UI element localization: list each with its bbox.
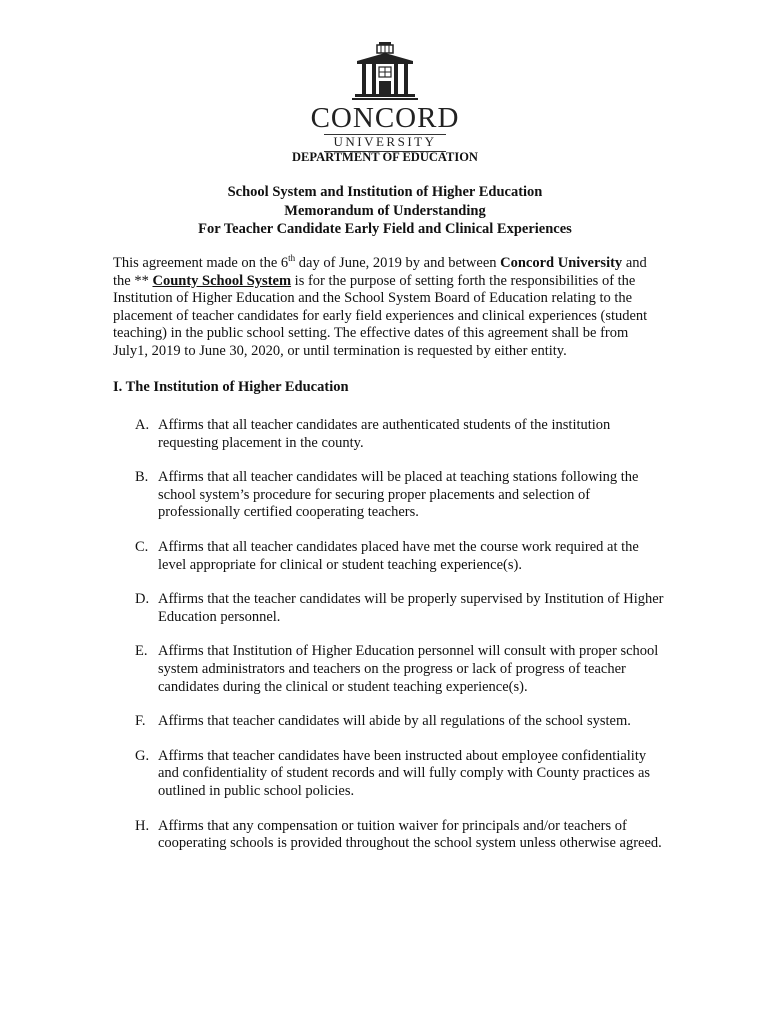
- section-heading: I. The Institution of Higher Education: [113, 379, 349, 395]
- intro-text-1: This agreement made on the 6: [113, 255, 289, 271]
- item-text: Affirms that teacher candidates have been instructed about employee confidentiality and confidentiality of student records and will fully comply with County practices as outlined in public school policies.: [158, 747, 651, 799]
- item-text: Affirms that all teacher candidates are authenticated students of the institution requesting placement in the county.: [158, 417, 611, 451]
- item-text: Affirms that all teacher candidates placed have met the course work required at the level appropriate for clinical or student teaching experience(s).: [158, 538, 639, 573]
- item-letter: A.: [135, 417, 150, 433]
- building-icon: [352, 40, 418, 102]
- item-text: Affirms that teacher candidates will abide by all regulations of the school system.: [158, 713, 631, 730]
- title-line-3: For Teacher Candidate Early Field and Clinical Experiences: [198, 221, 572, 237]
- item-letter: D.: [135, 591, 150, 608]
- list-item: [135, 417, 665, 452]
- intro-text-2: day of June, 2019 by and between: [295, 255, 501, 271]
- list-item: [135, 748, 665, 801]
- list-item: [135, 539, 665, 574]
- list-item: [135, 818, 665, 853]
- county-school-system: County School System: [152, 272, 292, 289]
- list-item: [135, 713, 665, 731]
- item-letter: B.: [135, 469, 149, 486]
- item-text: Affirms that Institution of Higher Education personnel will consult with proper school system administrators and teachers on the progress or lack of progress of teacher candidates during the clinical or student teaching experience(s).: [158, 643, 659, 695]
- agreement-paragraph: [113, 255, 659, 361]
- logo-university-subtitle: UNIVERSITY: [333, 134, 437, 149]
- item-letter: G.: [135, 747, 150, 764]
- list-item: [135, 469, 665, 522]
- intro-text-3: and the **: [113, 255, 647, 289]
- logo-university-name: CONCORD: [310, 102, 460, 134]
- list-item: [135, 643, 665, 696]
- affirmation-list: [135, 417, 665, 870]
- item-letter: F.: [135, 713, 146, 730]
- list-item: [135, 591, 665, 626]
- day-ordinal-suffix: th: [288, 253, 296, 264]
- item-text: Affirms that the teacher candidates will be properly supervised by Institution of Higher Education personnel.: [158, 591, 664, 625]
- document-title-block: [0, 183, 770, 239]
- department-heading: DEPARTMENT OF EDUCATION: [292, 150, 478, 164]
- item-letter: E.: [135, 643, 148, 660]
- item-text: Affirms that any compensation or tuition waiver for principals and/or teachers of cooperating schools is provided throughout the school system unless otherwise agreed.: [158, 817, 662, 852]
- institution-name: Concord University: [500, 255, 623, 271]
- title-line-1: School System and Institution of Higher Education: [227, 184, 543, 200]
- item-letter: C.: [135, 538, 149, 555]
- title-line-2: Memorandum of Understanding: [284, 202, 486, 219]
- intro-text-4: is for the purpose of setting forth the responsibilities of the Institution of Higher Education and the School System Board of Education relating to the placement of teacher candidates for early field experiences and clinical experiences (student teaching) in the public school setting. The effective dates of this agreement shall be from July1, 2019 to June 30, 2020, or until termination is requested by either entity.: [113, 272, 648, 359]
- university-logo: [300, 40, 470, 152]
- item-text: Affirms that all teacher candidates will be placed at teaching stations following the school system’s procedure for securing proper placements and selection of professionally certified cooperating teachers.: [158, 469, 639, 521]
- item-letter: H.: [135, 817, 150, 834]
